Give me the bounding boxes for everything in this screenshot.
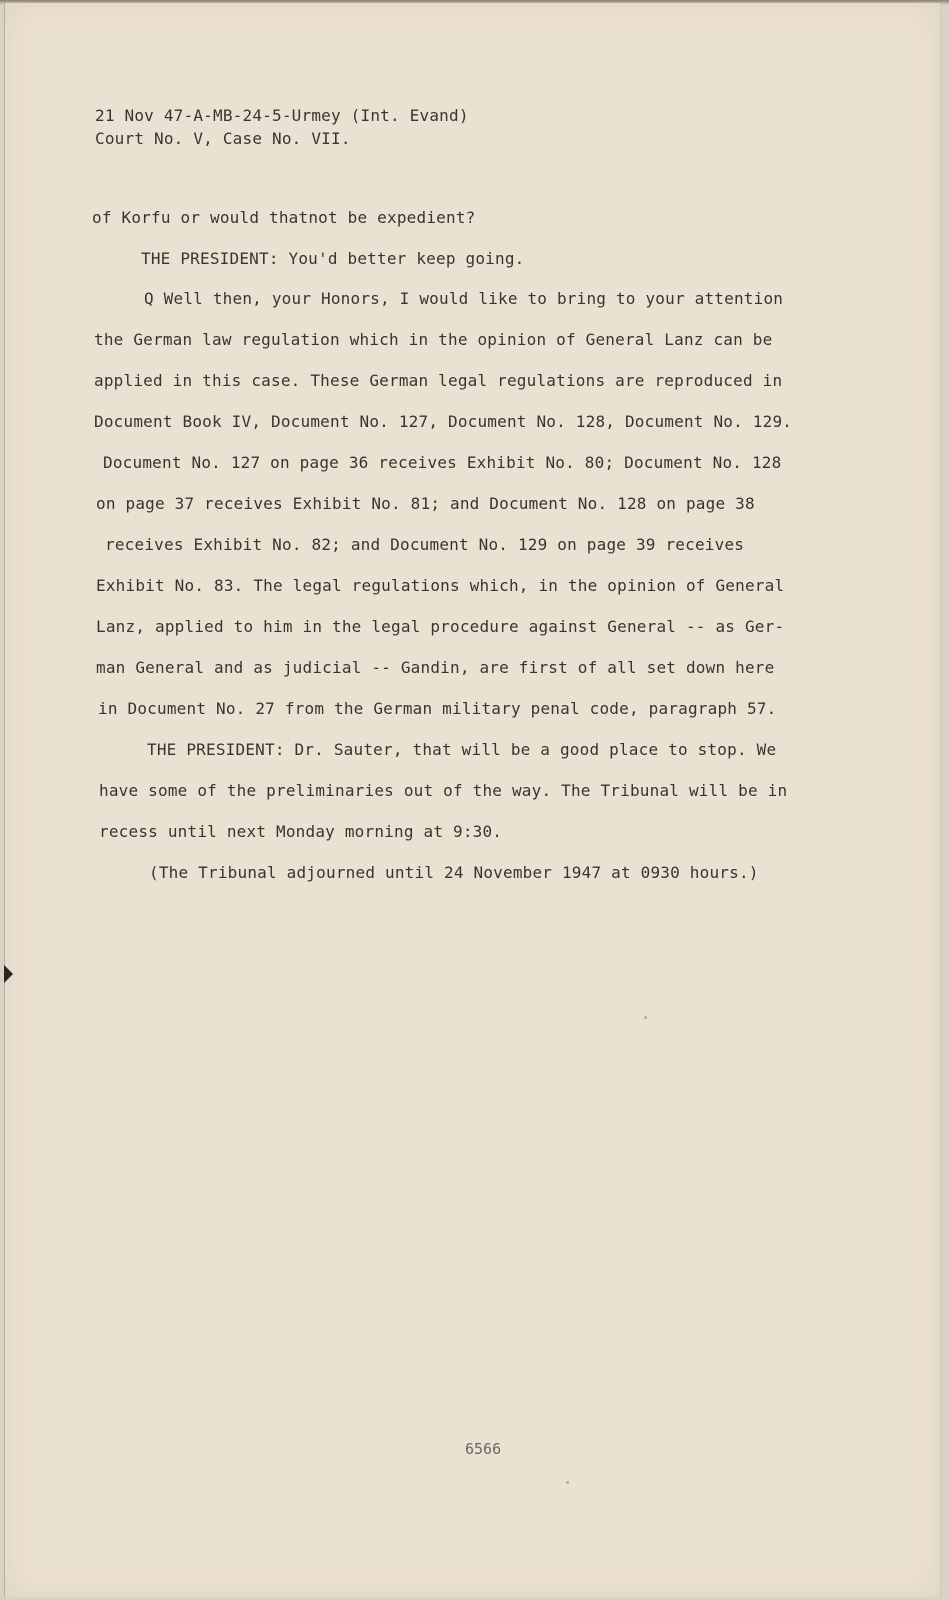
binding-mark — [4, 965, 13, 983]
document-header — [95, 104, 469, 150]
paper-speck — [566, 1481, 569, 1484]
page-number: 6566 — [465, 1440, 502, 1458]
transcript-line: applied in this case. These German legal regulations are reproduced in — [94, 371, 783, 390]
transcript-line: THE PRESIDENT: Dr. Sauter, that will be a good place to stop. We — [147, 740, 777, 759]
header-line-2: Court No. V, Case No. VII. — [95, 129, 351, 148]
transcript-line: Exhibit No. 83. The legal regulations which, in the opinion of General — [96, 576, 785, 595]
transcript-line: the German law regulation which in the opinion of General Lanz can be — [94, 330, 773, 349]
transcript-line: Document No. 127 on page 36 receives Exhibit No. 80; Document No. 128 — [103, 453, 782, 472]
transcript-line: in Document No. 27 from the German military penal code, paragraph 57. — [98, 699, 777, 718]
transcript-line: Document Book IV, Document No. 127, Document No. 128, Document No. 129. — [94, 412, 793, 431]
transcript-line: recess until next Monday morning at 9:30. — [99, 822, 503, 841]
transcript-line: THE PRESIDENT: You'd better keep going. — [141, 249, 525, 268]
transcript-line: Q Well then, your Honors, I would like to bring to your attention — [144, 289, 784, 308]
transcript-line: (The Tribunal adjourned until 24 November 1947 at 0930 hours.) — [149, 863, 759, 882]
transcript-line: on page 37 receives Exhibit No. 81; and Document No. 128 on page 38 — [96, 494, 755, 513]
transcript-line: receives Exhibit No. 82; and Document No. 129 on page 39 receives — [105, 535, 745, 554]
transcript-line: of Korfu or would thatnot be expedient? — [92, 208, 476, 227]
header-line-1: 21 Nov 47-A-MB-24-5-Urmey (Int. Evand) — [95, 106, 469, 125]
transcript-line: have some of the preliminaries out of the way. The Tribunal will be in — [99, 781, 788, 800]
transcript-line: man General and as judicial -- Gandin, are first of all set down here — [96, 658, 775, 677]
document-page — [4, 3, 941, 1597]
transcript-line: Lanz, applied to him in the legal procedure against General -- as Ger- — [96, 617, 785, 636]
paper-speck — [644, 1016, 647, 1019]
